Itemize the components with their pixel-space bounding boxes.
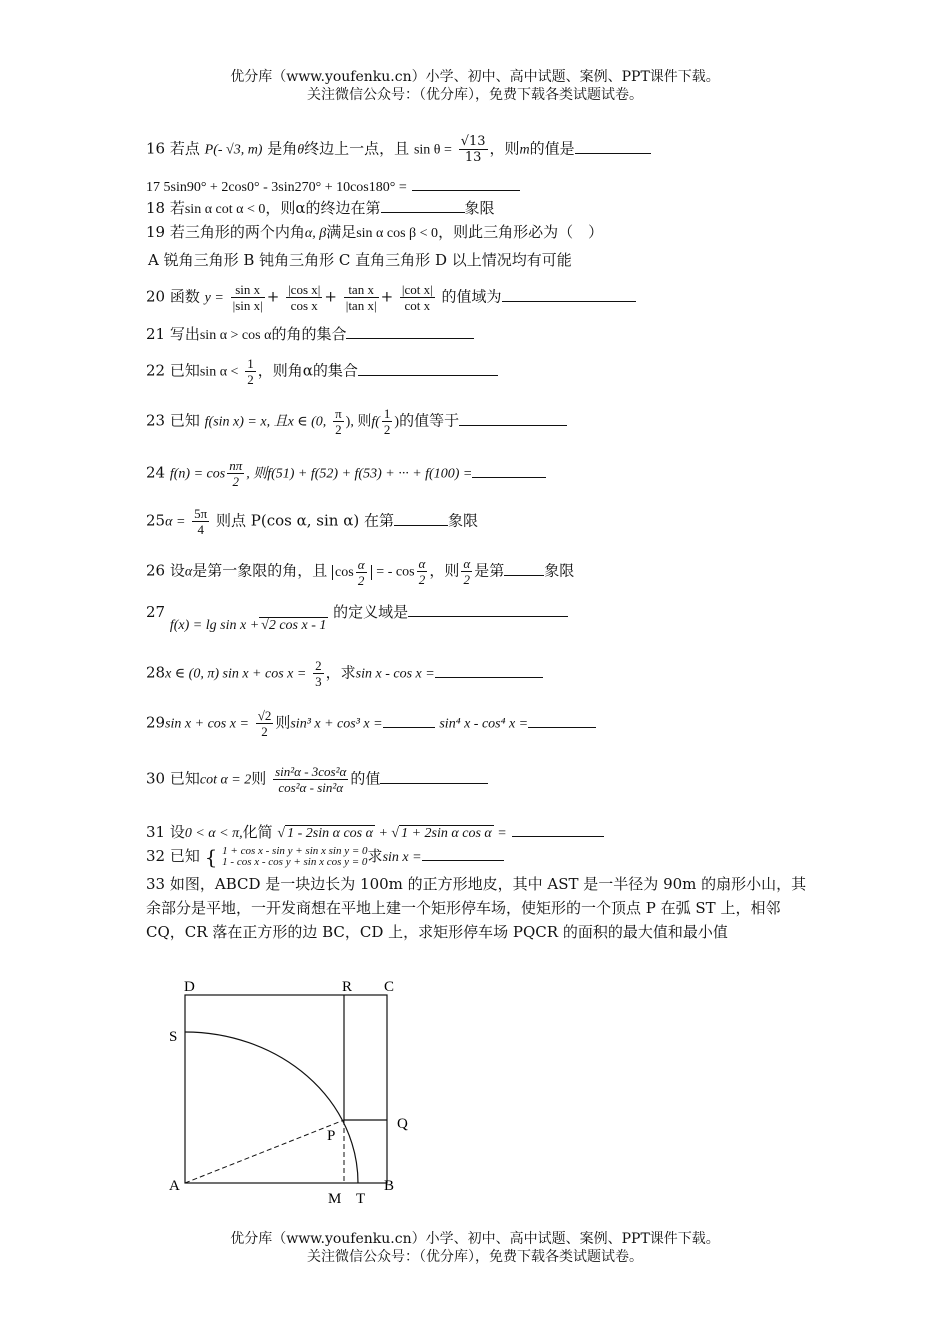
- label-q: Q: [397, 1116, 408, 1132]
- q20-term-3: $\frac{\text{tan x}}{\text{|tan x|}}$: [345, 282, 377, 313]
- q32-system: [222, 846, 367, 868]
- q26-tail: 象限: [544, 561, 575, 580]
- page-footer: [0, 1230, 950, 1266]
- footer-line-2: 关注微信公众号：（优分库），免费下载各类试题试卷。: [307, 1249, 643, 1265]
- question-19: [146, 222, 603, 244]
- page-header: [0, 68, 950, 104]
- q27-prefix: 27: [146, 603, 166, 621]
- q28-answer-blank: [435, 663, 543, 678]
- label-c: C: [384, 979, 395, 995]
- question-22: [146, 356, 498, 387]
- q20-term-1: $\frac{\text{sin x}}{\text{|sin x|}}$: [232, 282, 263, 313]
- q25-prefix: 25: [146, 511, 166, 530]
- q20-text: 的值域为: [441, 287, 502, 306]
- q16-answer-blank: [575, 139, 651, 154]
- q25-text: 则点 P(cos α, sin α) 在第: [216, 511, 394, 530]
- q20-term-2: $\frac{\text{|cos x|}}{\text{cos x}}$: [288, 282, 321, 313]
- label-p: P: [327, 1128, 336, 1144]
- q22-text: ，则角α的集合: [257, 361, 358, 380]
- arc-st: [185, 1032, 358, 1183]
- q19-text: 满足: [326, 223, 357, 241]
- q25-tail: 象限: [447, 511, 478, 530]
- q31-prefix: 31 设: [146, 823, 185, 841]
- footer-line-1: 优分库（www.youfenku.cn）小学、初中、高中试题、案例、PPT课件下载。: [230, 1231, 720, 1247]
- header-line-2: 关注微信公众号：（优分库），免费下载各类试题试卷。: [307, 87, 643, 103]
- q32-brace: {: [204, 845, 218, 869]
- label-d: D: [184, 979, 195, 995]
- q29-answer-blank-1: [383, 713, 435, 728]
- q20-answer-blank: [502, 287, 636, 302]
- question-16: [146, 134, 651, 165]
- q19-prefix: 19 若三角形的两个内角: [146, 223, 305, 241]
- q32-answer-blank: [422, 846, 504, 861]
- q20-term-4: $\frac{\text{|cot x|}}{\text{cot x}}$: [401, 282, 433, 313]
- q26-alpha: α: [184, 564, 193, 580]
- q16-text-a: 是角: [267, 139, 298, 158]
- q23-close: ): [394, 414, 400, 430]
- q22-math: sin α <: [199, 364, 239, 380]
- q22-prefix: 22 已知: [146, 361, 200, 380]
- q26-prefix: 26 设: [146, 561, 185, 580]
- q16-num: √13: [460, 134, 486, 149]
- q18-answer-blank: [381, 198, 465, 213]
- q25-answer-blank: [394, 511, 448, 526]
- q31-expression: √ 1 - 2sin α cos α + √ 1 + 2sin α cos α =: [277, 826, 507, 841]
- q16-text-c: ，则: [489, 139, 520, 158]
- q16-fraction: [459, 134, 488, 165]
- question-25: [146, 506, 478, 537]
- q21-prefix: 21 写出: [146, 325, 200, 343]
- q24-prefix: 24: [146, 463, 166, 482]
- q20-y: y =: [204, 290, 224, 306]
- q17-expression: 17 5sin90° + 2cos0° - 3sin270° + 10cos180° =: [146, 180, 407, 195]
- q27-text: 的定义域是: [333, 603, 409, 621]
- q26-half-angle: $\frac{\alpha}{2}$: [357, 556, 365, 588]
- q26-eq: = - cos: [376, 564, 415, 580]
- question-23: [146, 406, 567, 437]
- q24-fraction: $\frac{n\pi}{2}$: [229, 458, 243, 489]
- q21-answer-blank: [346, 324, 474, 339]
- square-abcd: [185, 995, 387, 1183]
- q31-condition: 0 < α < π,: [184, 826, 243, 841]
- q28-ask: sin x - cos x =: [355, 666, 435, 682]
- q29-answer-blank-2: [528, 713, 596, 728]
- q30-math: cot α = 2: [199, 772, 252, 788]
- label-r: R: [342, 979, 353, 995]
- q19-math: sin α cos β < 0: [356, 226, 439, 241]
- q30-prefix: 30 已知: [146, 769, 200, 788]
- q16-m: m: [519, 142, 530, 158]
- q29-text: 则: [275, 713, 291, 732]
- q19-angles: α, β: [304, 226, 327, 241]
- q28-fraction: $\frac{2}{3}$: [315, 658, 322, 689]
- header-line-1: 优分库（www.youfenku.cn）小学、初中、高中试题、案例、PPT课件下载。: [230, 69, 720, 85]
- question-32: [146, 846, 504, 868]
- question-28: [146, 658, 543, 689]
- q24-answer-blank: [472, 463, 546, 478]
- q21-text: 的角的集合: [271, 325, 347, 343]
- q29-math: sin x + cos x =: [165, 716, 249, 732]
- q30-tail: 的值: [350, 769, 381, 788]
- question-24: [146, 458, 546, 489]
- q23-answer-blank: [459, 411, 567, 426]
- question-26: [146, 556, 574, 588]
- question-17: [146, 176, 520, 198]
- question-27: [146, 602, 568, 633]
- label-m: M: [328, 1191, 342, 1207]
- q32-prefix: 32 已知: [146, 847, 200, 865]
- q26-abs-cos: cos $\frac{\alpha}{2}$: [332, 565, 372, 580]
- q19-options-text: A 锐角三角形 B 钝角三角形 C 直角三角形 D 以上情况均有可能: [148, 251, 572, 269]
- q29-prefix: 29: [146, 713, 166, 732]
- q17-answer-blank: [412, 176, 520, 191]
- q16-theta: θ: [297, 142, 305, 158]
- q32-eq-2: 1 - cos x - cos y + sin x cos y = 0: [222, 856, 368, 868]
- q29-ask-1: sin³ x + cos³ x =: [290, 716, 383, 732]
- q31-text: 化简: [242, 823, 273, 841]
- q26-text: 是第一象限的角，且: [192, 561, 328, 580]
- question-30: [146, 764, 488, 795]
- q27-answer-blank: [408, 602, 568, 617]
- q25-fraction: $\frac{5\pi}{4}$: [194, 506, 208, 537]
- q23-text: ), 则: [345, 414, 372, 430]
- q26-answer-blank: [504, 561, 544, 576]
- q27-function: f(x) = lg sin x + √2 cos x - 1: [169, 618, 327, 633]
- q26-half-angle-3: $\frac{\alpha}{2}$: [463, 556, 471, 587]
- q28-prefix: 28: [146, 663, 166, 682]
- q18-text: ，则α的终边在第: [265, 199, 381, 217]
- q19-tail: ，则此三角形必为（ ）: [438, 223, 604, 241]
- q31-answer-blank: [512, 822, 604, 837]
- q24-sum: , 则f(51) + f(52) + f(53) + ··· + f(100) =: [246, 466, 473, 482]
- q32-text: 求: [367, 847, 383, 865]
- label-a: A: [169, 1178, 180, 1194]
- q29-fraction: $\frac{√2}{2}$: [257, 708, 272, 739]
- q24-math: f(n) = cos: [169, 466, 226, 482]
- q23-tail: 的值等于: [399, 411, 460, 430]
- q16-sin: sin θ =: [413, 142, 452, 158]
- q16-text-b: 终边上一点，且: [304, 139, 410, 158]
- question-21: [146, 324, 474, 346]
- question-33: 33 如图，ABCD 是一块边长为 100m 的正方形地皮，其中 AST 是一半径为 90m 的扇形小山，其余部分是平地，一开发商想在平地上建一个矩形停车场，使矩形的一个顶点 P 在弧 ST 上，相邻 CQ，CR 落在正方形的边 BC，CD 上，求矩形停车场 PQCR 的面积的最大值和最小值: [146, 875, 807, 941]
- q32-eq-1: 1 + cos x - sin y + sin x sin y = 0: [222, 845, 368, 857]
- q26-half-angle-2: $\frac{\alpha}{2}$: [418, 556, 426, 587]
- q32-ask: sin x =: [382, 850, 422, 865]
- q26-text-3: 是第: [474, 561, 505, 580]
- question-19-options: [148, 250, 572, 270]
- q28-text: ，求: [325, 663, 356, 682]
- q23-math: f(sin x) = x, 且x ∈ (0,: [204, 414, 327, 430]
- q16-text-d: 的值是: [529, 139, 575, 158]
- q16-den: 13: [464, 150, 482, 165]
- label-b: B: [384, 1178, 395, 1194]
- q22-answer-blank: [358, 361, 498, 376]
- geometry-figure: [160, 975, 430, 1210]
- q22-fraction: $\frac{1}{2}$: [247, 356, 254, 387]
- q23-fraction-1: $\frac{\pi}{2}$: [335, 406, 342, 437]
- q20-prefix: 20 函数: [146, 287, 200, 306]
- label-t: T: [356, 1191, 366, 1207]
- q23-fraction-2: $\frac{1}{2}$: [383, 406, 391, 437]
- q16-prefix: 16 若点: [146, 139, 200, 158]
- q30-answer-blank: [380, 769, 488, 784]
- q29-ask-2: sin⁴ x - cos⁴ x =: [439, 716, 529, 732]
- question-29: [146, 708, 596, 739]
- q28-math: x ∈ (0, π) sin x + cos x =: [165, 666, 307, 682]
- q23-prefix: 23 已知: [146, 411, 200, 430]
- label-s: S: [169, 1029, 178, 1045]
- q26-text-2: ，则: [429, 561, 460, 580]
- dashed-ap: [185, 1120, 344, 1183]
- q25-alpha: α =: [165, 514, 186, 530]
- q27-sqrt: √2 cos x - 1: [261, 618, 327, 633]
- q30-text: 则: [251, 769, 267, 788]
- question-31: [146, 822, 604, 844]
- q16-point: P(- √3, m): [204, 142, 263, 158]
- q18-tail: 象限: [464, 199, 495, 217]
- question-20: 20 函数 y = $\frac{\text{sin x}}{\text{|sin x|}}$ + $\frac{\text{|cos x|}}{\text{cos x}}$ + $\frac{\text{tan x}}{\text{|tan x|}}$ + $\frac{\text{|cot x|}}{\text{cot x}}$ 的值域为: [146, 282, 636, 313]
- q18-math: sin α cot α < 0: [184, 202, 266, 217]
- q23-f: f(: [371, 414, 380, 430]
- q30-fraction: $\frac{\text{sin²α - 3cos²α}}{\text{cos²α - sin²α}}$: [275, 764, 347, 795]
- question-18: [146, 198, 495, 220]
- q18-prefix: 18 若: [146, 199, 185, 217]
- q21-math: sin α > cos α: [199, 328, 272, 343]
